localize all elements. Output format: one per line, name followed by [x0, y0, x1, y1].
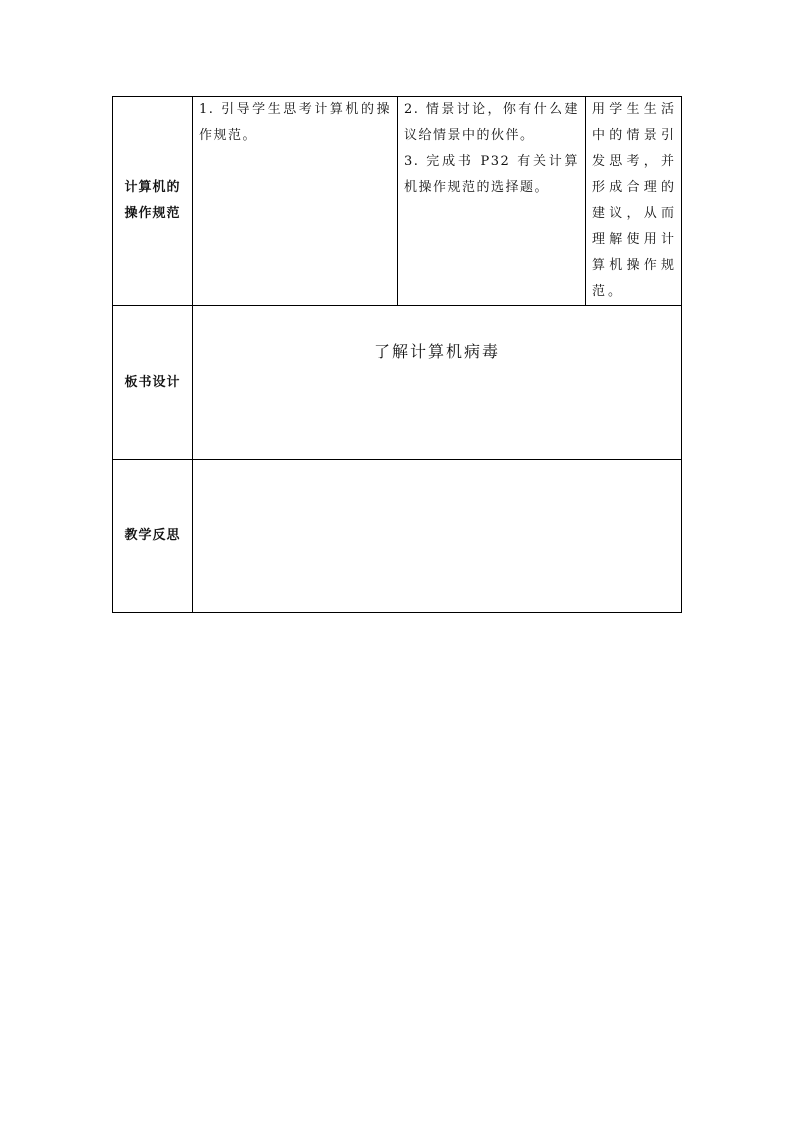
design-intent-cell — [586, 97, 682, 306]
board-design-content-cell — [193, 306, 682, 460]
design-intent-text: 用学生生活中的情景引发思考，并形成合理的建议，从而理解使用计算机操作规范。 — [592, 102, 677, 299]
reflection-label: 教学反思 — [113, 460, 193, 613]
student-activity-cell — [398, 97, 586, 306]
student-activity-item: 2. 情景讨论，你有什么建议给情景中的伙伴。 — [404, 102, 579, 143]
board-design-title: 了解计算机病毒 — [373, 342, 500, 361]
operation-label-cell — [113, 97, 193, 306]
reflection-row — [113, 460, 682, 613]
lesson-plan-table — [112, 96, 682, 613]
student-activity-item: 3. 完成书 P32 有关计算机操作规范的选择题。 — [404, 154, 579, 195]
board-design-label: 板书设计 — [113, 306, 193, 460]
teacher-activity-text: 1. 引导学生思考计算机的操作规范。 — [199, 102, 391, 143]
reflection-content-cell — [193, 460, 682, 613]
operation-label-line2: 操作规范 — [124, 206, 181, 221]
operation-label-line1: 计算机的 — [124, 180, 181, 195]
operation-row — [113, 97, 682, 306]
board-design-row — [113, 306, 682, 460]
teacher-activity-cell — [193, 97, 398, 306]
